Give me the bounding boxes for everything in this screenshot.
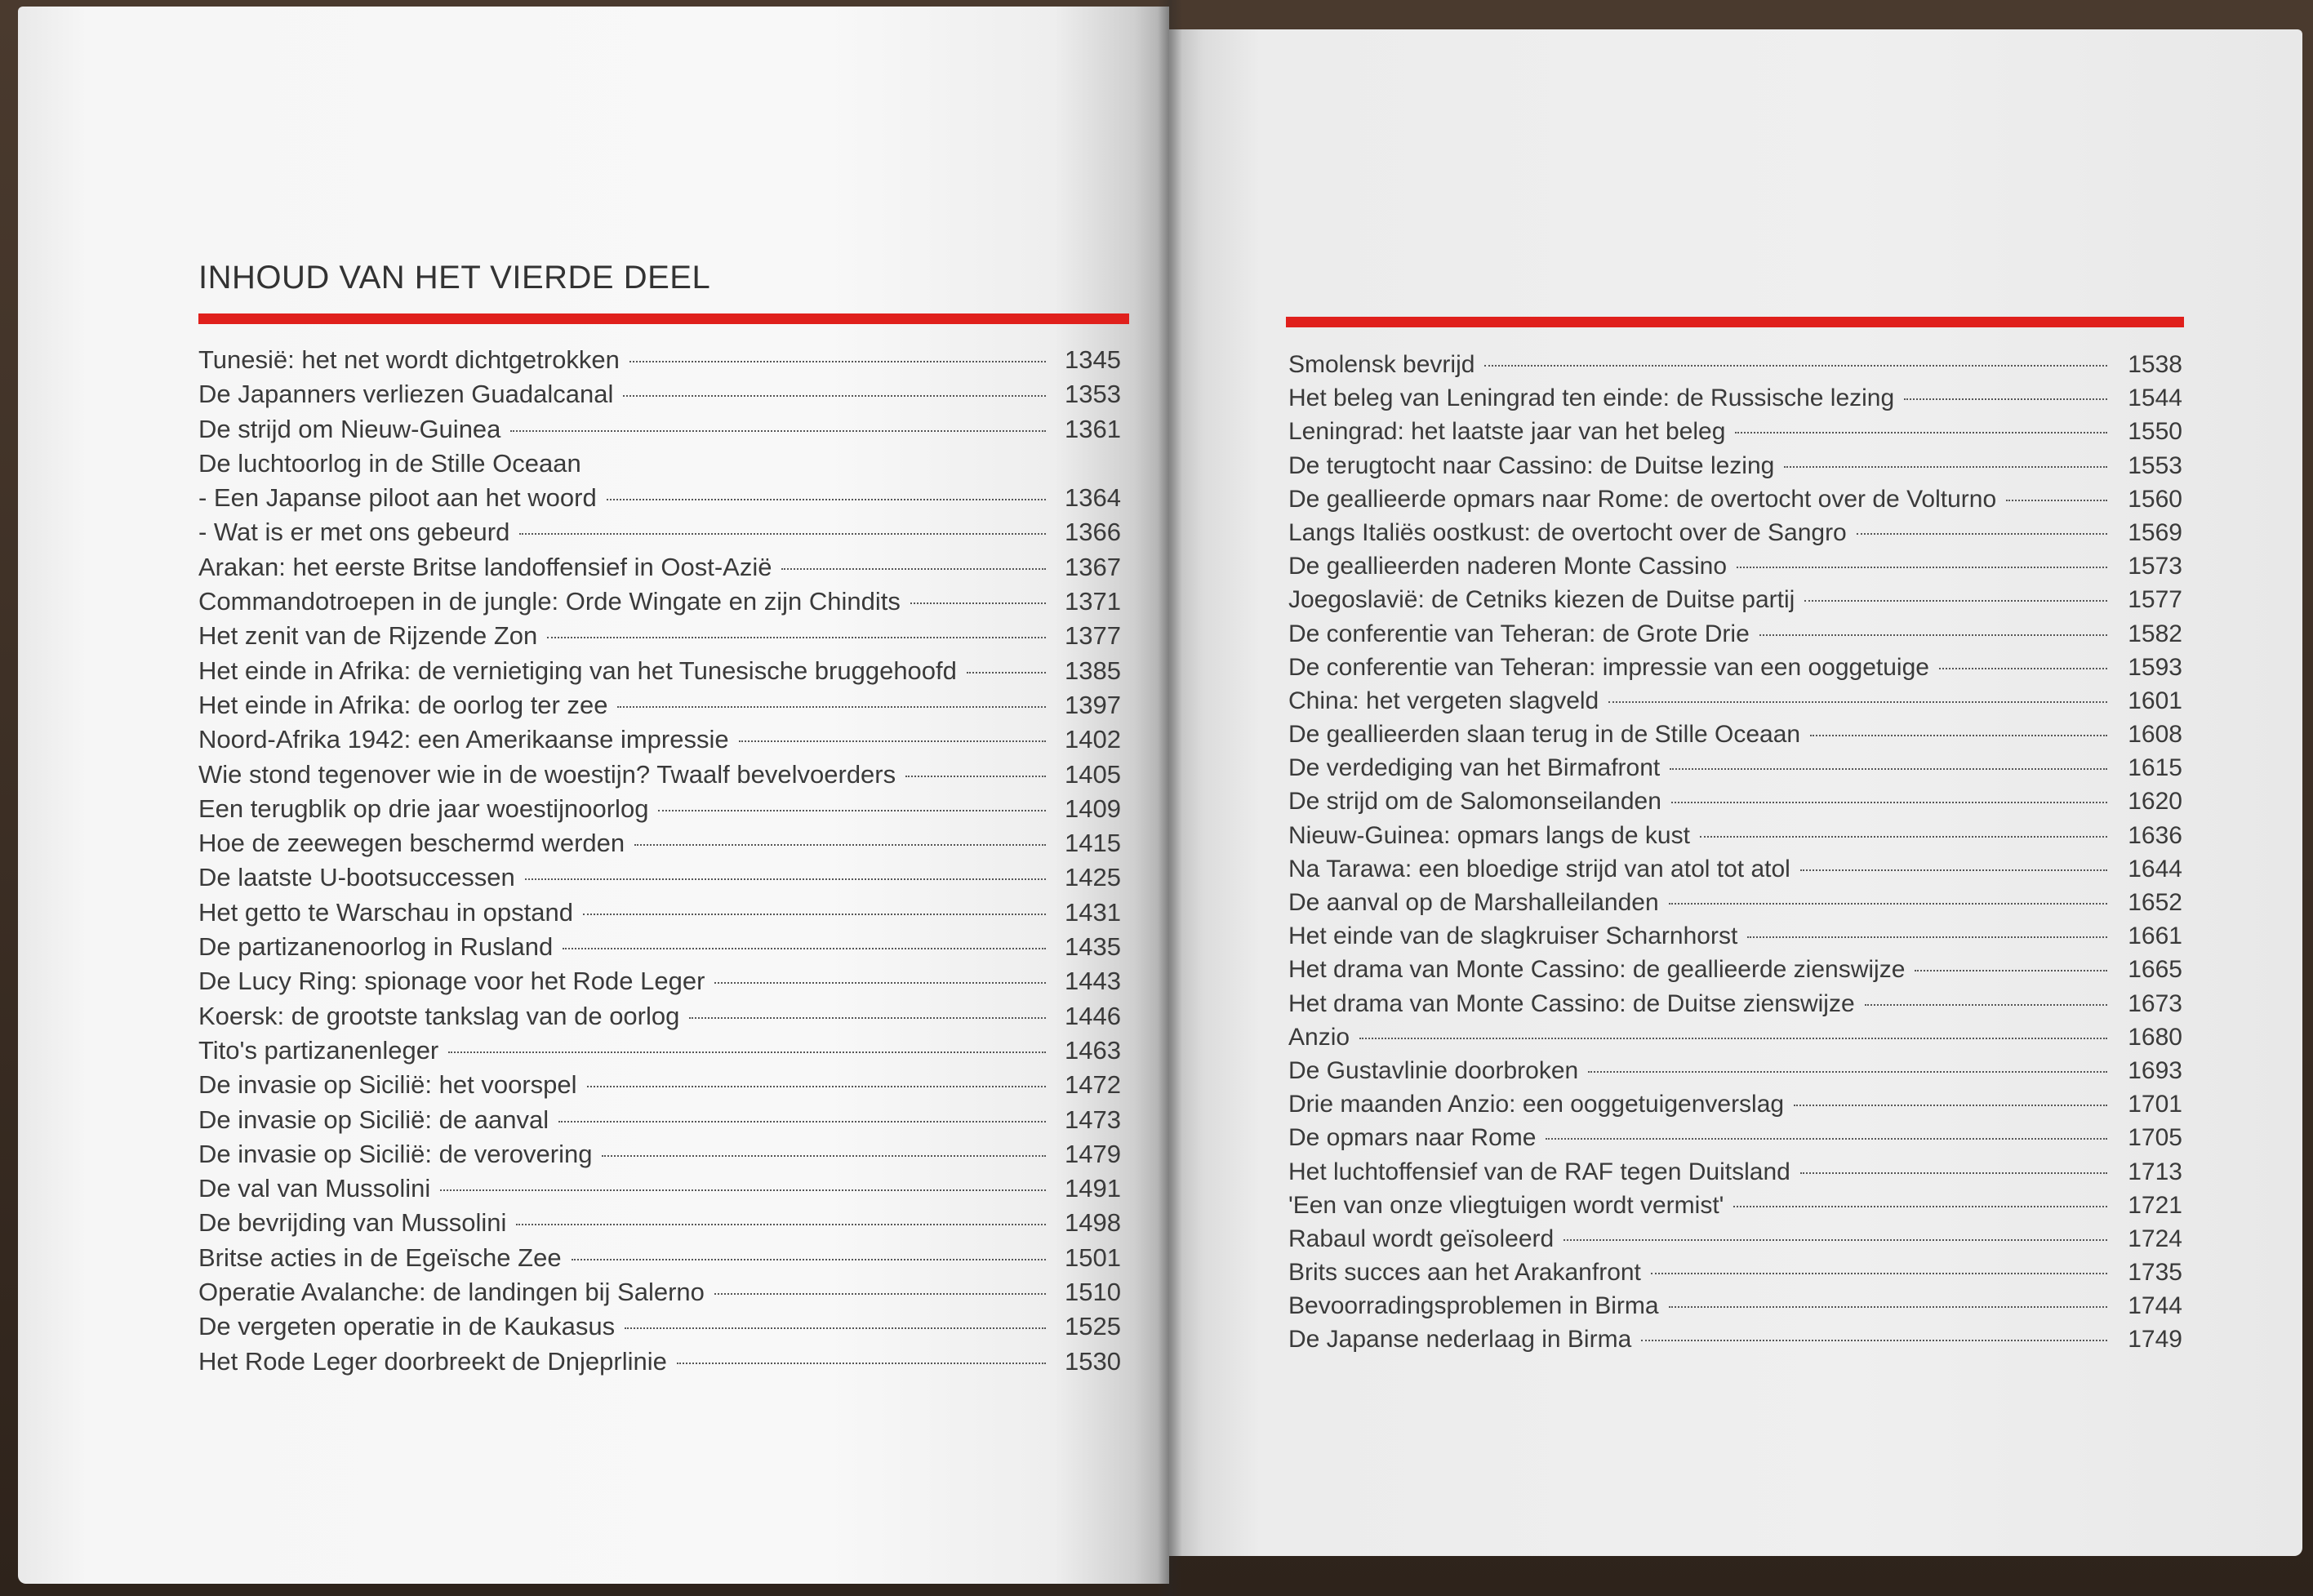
toc-entry-page-number: 1644 bbox=[2128, 855, 2182, 882]
toc-entry-page-number: 1353 bbox=[1065, 380, 1121, 409]
toc-entry-page-number: 1425 bbox=[1065, 863, 1121, 892]
toc-entry-title: Leningrad: het laatste jaar van het beleg bbox=[1288, 418, 1726, 446]
dot-leader bbox=[1794, 1105, 2107, 1106]
toc-entry-title: De aanval op de Marshalleilanden bbox=[1288, 889, 1659, 916]
toc-entry-title: De laatste U-bootsuccessen bbox=[198, 863, 515, 892]
toc-entry bbox=[1288, 348, 2182, 381]
toc-heading: INHOUD VAN HET VIERDE DEEL bbox=[198, 260, 711, 296]
toc-entry-page-number: 1615 bbox=[2128, 754, 2182, 782]
toc-entry-page-number: 1636 bbox=[2128, 821, 2182, 849]
toc-entry-page-number: 1652 bbox=[2128, 889, 2182, 916]
toc-entry-page-number: 1491 bbox=[1065, 1174, 1121, 1203]
dot-leader bbox=[448, 1051, 1046, 1053]
toc-entry bbox=[1288, 684, 2182, 718]
toc-entry-page-number: 1550 bbox=[2128, 418, 2182, 446]
dot-leader bbox=[634, 844, 1046, 846]
dot-leader bbox=[516, 1224, 1046, 1225]
toc-entry-title: Nieuw-Guinea: opmars langs de kust bbox=[1288, 821, 1690, 849]
toc-entry bbox=[198, 1241, 1121, 1275]
toc-entry-page-number: 1724 bbox=[2128, 1225, 2182, 1252]
toc-entry-page-number: 1510 bbox=[1065, 1278, 1121, 1307]
toc-entry-page-number: 1661 bbox=[2128, 922, 2182, 950]
toc-entry-title: Het einde in Afrika: de vernietiging van het Tunesische bruggehoofd bbox=[198, 656, 957, 685]
toc-entry-title: De val van Mussolini bbox=[198, 1174, 431, 1203]
toc-entry-page-number: 1673 bbox=[2128, 989, 2182, 1017]
toc-entry-title: De Japanners verliezen Guadalcanal bbox=[198, 380, 614, 409]
dot-leader bbox=[558, 1121, 1046, 1123]
dot-leader bbox=[1810, 735, 2107, 736]
toc-entry bbox=[198, 1068, 1121, 1102]
dot-leader bbox=[1588, 1071, 2107, 1073]
toc-entry-title: Na Tarawa: een bloedige strijd van atol tot atol bbox=[1288, 855, 1790, 882]
toc-entry-title: De strijd om de Salomonseilanden bbox=[1288, 788, 1661, 816]
toc-entry bbox=[1288, 617, 2182, 651]
dot-leader bbox=[547, 637, 1046, 638]
toc-entry-title: Een terugblik op drie jaar woestijnoorlog bbox=[198, 794, 649, 823]
toc-entry bbox=[198, 792, 1121, 826]
toc-entry-page-number: 1553 bbox=[2128, 451, 2182, 479]
toc-entry-title: De Japanse nederlaag in Birma bbox=[1288, 1326, 1632, 1354]
toc-entry-title: De verdediging van het Birmafront bbox=[1288, 754, 1661, 782]
toc-entry bbox=[1288, 751, 2182, 785]
dot-leader bbox=[1735, 432, 2107, 433]
toc-entry-page-number: 1620 bbox=[2128, 788, 2182, 816]
toc-entry-title: De luchtoorlog in de Stille Oceaan bbox=[198, 448, 581, 478]
red-rule-right bbox=[1286, 317, 2184, 327]
toc-entry bbox=[198, 343, 1121, 377]
toc-entry-title: Noord-Afrika 1942: een Amerikaanse impressie bbox=[198, 725, 729, 754]
toc-entry-page-number: 1601 bbox=[2128, 687, 2182, 714]
dot-leader bbox=[1563, 1239, 2107, 1241]
toc-entry-page-number: 1361 bbox=[1065, 414, 1121, 443]
toc-entry-page-number: 1525 bbox=[1065, 1312, 1121, 1341]
toc-entry-title: Joegoslavië: de Cetniks kiezen de Duitse partij bbox=[1288, 586, 1795, 614]
toc-entry-title: De terugtocht naar Cassino: de Duitse lezing bbox=[1288, 451, 1775, 479]
toc-entry bbox=[1288, 1020, 2182, 1054]
dot-leader bbox=[1641, 1340, 2107, 1341]
toc-entry bbox=[1288, 785, 2182, 818]
dot-leader bbox=[1804, 600, 2107, 602]
toc-entry-page-number: 1544 bbox=[2128, 385, 2182, 412]
dot-leader bbox=[1608, 701, 2107, 703]
toc-entry-title: Langs Italiës oostkust: de overtocht over de Sangro bbox=[1288, 518, 1847, 546]
toc-entry-title: Drie maanden Anzio: een ooggetuigenverslag bbox=[1288, 1091, 1785, 1118]
toc-entry-page-number: 1573 bbox=[2128, 553, 2182, 580]
toc-entry bbox=[198, 585, 1121, 619]
toc-entry bbox=[1288, 449, 2182, 482]
toc-entry bbox=[1288, 953, 2182, 986]
toc-list-right bbox=[1288, 348, 2182, 1357]
toc-entry bbox=[198, 550, 1121, 585]
toc-entry-page-number: 1705 bbox=[2128, 1124, 2182, 1152]
dot-leader bbox=[440, 1189, 1046, 1191]
toc-entry bbox=[1288, 583, 2182, 616]
toc-entry-title: Arakan: het eerste Britse landoffensief in Oost-Azië bbox=[198, 552, 772, 581]
toc-entry-title: Brits succes aan het Arakanfront bbox=[1288, 1259, 1641, 1287]
toc-entry bbox=[198, 1034, 1121, 1068]
toc-entry-page-number: 1463 bbox=[1065, 1035, 1121, 1065]
toc-entry-page-number: 1501 bbox=[1065, 1243, 1121, 1272]
toc-entry-page-number: 1560 bbox=[2128, 485, 2182, 513]
toc-entry bbox=[198, 654, 1121, 688]
dot-leader bbox=[572, 1259, 1046, 1260]
toc-entry-title: De Gustavlinie doorbroken bbox=[1288, 1056, 1579, 1084]
dot-leader bbox=[623, 395, 1046, 397]
toc-entry-page-number: 1569 bbox=[2128, 518, 2182, 546]
toc-entry-page-number: 1693 bbox=[2128, 1056, 2182, 1084]
dot-leader bbox=[519, 533, 1046, 535]
toc-entry-title: Koersk: de grootste tankslag van de oorlog bbox=[198, 1001, 680, 1030]
dot-leader bbox=[967, 672, 1046, 674]
toc-entry-page-number: 1582 bbox=[2128, 620, 2182, 647]
toc-entry-page-number: 1749 bbox=[2128, 1326, 2182, 1354]
toc-entry bbox=[1288, 549, 2182, 583]
dot-leader bbox=[1669, 1306, 2107, 1308]
toc-entry-title: China: het vergeten slagveld bbox=[1288, 687, 1599, 714]
toc-entry-page-number: 1446 bbox=[1065, 1001, 1121, 1030]
toc-entry-title: Het getto te Warschau in opstand bbox=[198, 897, 573, 927]
toc-entry-page-number: 1593 bbox=[2128, 653, 2182, 681]
toc-entry-page-number: 1713 bbox=[2128, 1158, 2182, 1185]
toc-entry bbox=[1288, 819, 2182, 852]
toc-entry-title: Operatie Avalanche: de landingen bij Salerno bbox=[198, 1278, 705, 1307]
toc-entry-page-number: 1473 bbox=[1065, 1105, 1121, 1134]
dot-leader bbox=[607, 499, 1046, 500]
toc-entry-page-number: 1577 bbox=[2128, 586, 2182, 614]
toc-entry bbox=[198, 1137, 1121, 1171]
toc-entry bbox=[198, 1345, 1121, 1379]
toc-entry-title: Het einde van de slagkruiser Scharnhorst bbox=[1288, 922, 1738, 950]
toc-entry bbox=[198, 481, 1121, 515]
toc-entry-title: De invasie op Sicilië: de verovering bbox=[198, 1139, 593, 1168]
dot-leader bbox=[658, 810, 1046, 811]
dot-leader bbox=[910, 602, 1046, 604]
toc-entry bbox=[198, 758, 1121, 792]
toc-entry-title: De bevrijding van Mussolini bbox=[198, 1208, 507, 1238]
toc-entry-title: De invasie op Sicilië: het voorspel bbox=[198, 1070, 577, 1100]
dot-leader bbox=[617, 706, 1046, 708]
toc-entry-page-number: 1530 bbox=[1065, 1346, 1121, 1376]
dot-leader bbox=[1670, 768, 2107, 770]
toc-entry-page-number: 1385 bbox=[1065, 656, 1121, 685]
toc-entry-page-number: 1409 bbox=[1065, 794, 1121, 823]
toc-entry-title: De invasie op Sicilië: de aanval bbox=[198, 1105, 549, 1134]
toc-entry bbox=[1288, 886, 2182, 919]
toc-entry bbox=[198, 1309, 1121, 1344]
toc-entry-page-number: 1538 bbox=[2128, 351, 2182, 378]
dot-leader bbox=[1484, 365, 2107, 367]
dot-leader bbox=[1737, 567, 2107, 568]
dot-leader bbox=[1700, 836, 2107, 838]
toc-entry bbox=[1288, 1323, 2182, 1356]
toc-entry bbox=[1288, 1054, 2182, 1087]
toc-entry bbox=[1288, 1222, 2182, 1256]
dot-leader bbox=[905, 776, 1046, 777]
toc-entry bbox=[1288, 1289, 2182, 1323]
toc-entry bbox=[198, 964, 1121, 998]
toc-entry-page-number: 1608 bbox=[2128, 721, 2182, 749]
dot-leader bbox=[1939, 668, 2107, 669]
toc-entry-page-number: 1431 bbox=[1065, 897, 1121, 927]
toc-entry-page-number: 1415 bbox=[1065, 829, 1121, 858]
toc-entry-title: Het drama van Monte Cassino: de Duitse zienswijze bbox=[1288, 989, 1855, 1017]
toc-entry bbox=[1288, 1121, 2182, 1154]
toc-entry-title: De vergeten operatie in de Kaukasus bbox=[198, 1312, 616, 1341]
toc-entry bbox=[198, 896, 1121, 930]
toc-entry-title: - Wat is er met ons gebeurd bbox=[198, 518, 510, 547]
toc-entry-page-number: 1366 bbox=[1065, 518, 1121, 547]
toc-entry bbox=[198, 619, 1121, 653]
toc-entry-page-number: 1435 bbox=[1065, 932, 1121, 962]
toc-entry-page-number: 1721 bbox=[2128, 1191, 2182, 1219]
toc-entry bbox=[1288, 718, 2182, 751]
toc-entry-title: Anzio bbox=[1288, 1023, 1350, 1051]
toc-entry-title: Smolensk bevrijd bbox=[1288, 351, 1475, 378]
dot-leader bbox=[1784, 466, 2107, 468]
toc-entry-title: Wie stond tegenover wie in de woestijn? Twaalf bevelvoerders bbox=[198, 759, 896, 789]
toc-entry bbox=[198, 688, 1121, 722]
toc-entry-page-number: 1498 bbox=[1065, 1208, 1121, 1238]
toc-entry bbox=[198, 930, 1121, 964]
toc-entry-title: De Lucy Ring: spionage voor het Rode Leger bbox=[198, 967, 705, 996]
toc-entry-title: De geallieerden naderen Monte Cassino bbox=[1288, 553, 1728, 580]
toc-entry bbox=[1288, 482, 2182, 516]
dot-leader bbox=[563, 948, 1046, 949]
dot-leader bbox=[583, 914, 1046, 915]
toc-entry-title: De partizanenoorlog in Rusland bbox=[198, 932, 554, 962]
toc-entry-page-number: 1744 bbox=[2128, 1292, 2182, 1320]
dot-leader bbox=[525, 878, 1046, 880]
toc-entry-page-number: 1472 bbox=[1065, 1070, 1121, 1100]
toc-entry bbox=[1288, 987, 2182, 1020]
dot-leader bbox=[1747, 936, 2107, 938]
toc-entry-title: Het beleg van Leningrad ten einde: de Russische lezing bbox=[1288, 385, 1895, 412]
dot-leader bbox=[714, 1293, 1046, 1295]
toc-entry bbox=[1288, 852, 2182, 886]
toc-entry-page-number: 1680 bbox=[2128, 1023, 2182, 1051]
dot-leader bbox=[1857, 533, 2107, 535]
toc-entry-title: De geallieerden slaan terug in de Stille Oceaan bbox=[1288, 721, 1801, 749]
toc-entry-title: Hoe de zeewegen beschermd werden bbox=[198, 829, 625, 858]
toc-entry-page-number: 1364 bbox=[1065, 483, 1121, 513]
toc-entry-page-number: 1665 bbox=[2128, 956, 2182, 984]
toc-entry bbox=[198, 722, 1121, 757]
toc-entry bbox=[198, 515, 1121, 549]
toc-entry-page-number: 1701 bbox=[2128, 1091, 2182, 1118]
toc-entry bbox=[198, 1275, 1121, 1309]
toc-entry bbox=[198, 1103, 1121, 1137]
toc-entry-title: 'Een van onze vliegtuigen wordt vermist' bbox=[1288, 1191, 1724, 1219]
toc-entry-page-number: 1367 bbox=[1065, 552, 1121, 581]
dot-leader bbox=[1759, 634, 2107, 636]
dot-leader bbox=[714, 982, 1046, 984]
dot-leader bbox=[1546, 1138, 2107, 1140]
dot-leader bbox=[1915, 970, 2107, 971]
toc-entry bbox=[198, 1206, 1121, 1240]
toc-entry-page-number: 1443 bbox=[1065, 967, 1121, 996]
dot-leader bbox=[1800, 1172, 2107, 1174]
toc-entry-page-number: 1735 bbox=[2128, 1259, 2182, 1287]
toc-entry-title: Bevoorradingsproblemen in Birma bbox=[1288, 1292, 1659, 1320]
toc-entry-title: - Een Japanse piloot aan het woord bbox=[198, 483, 597, 513]
toc-entry-title: Rabaul wordt geïsoleerd bbox=[1288, 1225, 1555, 1252]
dot-leader bbox=[510, 430, 1046, 432]
dot-leader bbox=[677, 1363, 1046, 1364]
dot-leader bbox=[602, 1155, 1046, 1157]
toc-entry bbox=[1288, 651, 2182, 684]
dot-leader bbox=[2006, 500, 2107, 501]
toc-entry-title: De strijd om Nieuw-Guinea bbox=[198, 414, 501, 443]
toc-entry-title: De conferentie van Teheran: impressie van een ooggetuige bbox=[1288, 653, 1929, 681]
toc-entry bbox=[1288, 516, 2182, 549]
red-rule-left bbox=[198, 313, 1129, 324]
toc-entry bbox=[1288, 415, 2182, 448]
toc-entry bbox=[1288, 1087, 2182, 1121]
toc-entry-page-number: 1405 bbox=[1065, 759, 1121, 789]
dot-leader bbox=[1904, 398, 2107, 400]
toc-entry-title: De geallieerde opmars naar Rome: de overtocht over de Volturno bbox=[1288, 485, 1997, 513]
toc-entry-title: De opmars naar Rome bbox=[1288, 1124, 1537, 1152]
toc-entry-title: De conferentie van Teheran: de Grote Drie bbox=[1288, 620, 1750, 647]
toc-entry bbox=[198, 377, 1121, 411]
toc-entry-title: Tito's partizanenleger bbox=[198, 1035, 439, 1065]
toc-entry bbox=[1288, 1256, 2182, 1289]
toc-entry-title: Het drama van Monte Cassino: de geallieerde zienswijze bbox=[1288, 956, 1906, 984]
toc-entry bbox=[198, 447, 1121, 481]
dot-leader bbox=[739, 740, 1046, 742]
dot-leader bbox=[625, 1327, 1046, 1329]
toc-entry-page-number: 1377 bbox=[1065, 621, 1121, 651]
dot-leader bbox=[1651, 1273, 2107, 1274]
toc-entry-title: Commandotroepen in de jungle: Orde Wingate en zijn Chindits bbox=[198, 587, 901, 616]
toc-entry bbox=[198, 1171, 1121, 1206]
toc-entry bbox=[1288, 1155, 2182, 1189]
toc-entry bbox=[1288, 1189, 2182, 1222]
toc-entry bbox=[198, 860, 1121, 895]
toc-entry-title: Het einde in Afrika: de oorlog ter zee bbox=[198, 690, 608, 719]
toc-entry-page-number: 1402 bbox=[1065, 725, 1121, 754]
dot-leader bbox=[1865, 1004, 2107, 1006]
toc-entry bbox=[1288, 381, 2182, 415]
toc-entry bbox=[198, 999, 1121, 1034]
toc-entry-title: Tunesië: het net wordt dichtgetrokken bbox=[198, 345, 620, 374]
dot-leader bbox=[689, 1017, 1046, 1019]
dot-leader bbox=[1669, 903, 2107, 905]
toc-entry bbox=[198, 412, 1121, 447]
dot-leader bbox=[629, 361, 1046, 362]
dot-leader bbox=[781, 568, 1046, 570]
toc-entry-page-number: 1371 bbox=[1065, 587, 1121, 616]
toc-list-left bbox=[198, 343, 1121, 1379]
dot-leader bbox=[1733, 1206, 2107, 1207]
toc-entry-title: Het Rode Leger doorbreekt de Dnjeprlinie bbox=[198, 1346, 667, 1376]
toc-entry-title: Het luchtoffensief van de RAF tegen Duitsland bbox=[1288, 1158, 1790, 1185]
dot-leader bbox=[1800, 869, 2107, 871]
toc-entry-page-number: 1345 bbox=[1065, 345, 1121, 374]
dot-leader bbox=[587, 1086, 1046, 1087]
toc-entry-page-number: 1479 bbox=[1065, 1139, 1121, 1168]
toc-entry-title: Het zenit van de Rijzende Zon bbox=[198, 621, 538, 651]
toc-entry-page-number: 1397 bbox=[1065, 690, 1121, 719]
toc-entry-title: Britse acties in de Egeïsche Zee bbox=[198, 1243, 562, 1272]
dot-leader bbox=[1671, 802, 2107, 803]
book-spine bbox=[1158, 0, 1182, 1596]
dot-leader bbox=[1359, 1038, 2107, 1039]
toc-entry bbox=[1288, 919, 2182, 953]
toc-entry bbox=[198, 826, 1121, 860]
